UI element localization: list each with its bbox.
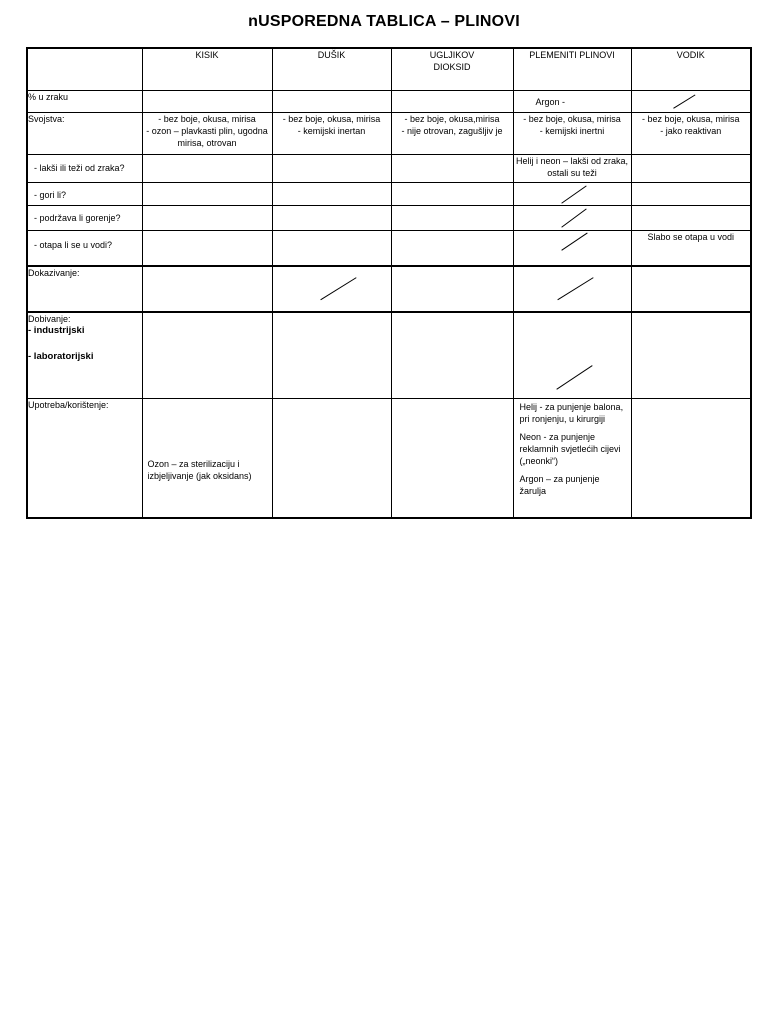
cell-plemeniti-lakse: Helij i neon – lakši od zraka, ostali su teži — [513, 155, 631, 182]
text-line: - bez boje, okusa, mirisa — [282, 114, 381, 125]
cell-plemeniti-air: Argon - — [513, 90, 631, 112]
cell-vodik-air — [631, 90, 751, 112]
cell — [391, 205, 513, 230]
cell-plemeniti-svojstva — [513, 113, 631, 155]
cell — [391, 155, 513, 182]
cell — [391, 231, 513, 266]
row-dokazivanje — [27, 266, 751, 312]
cell — [631, 182, 751, 205]
text-line: - bez boje, okusa, mirisa — [523, 114, 621, 125]
cell-plemeniti-gori — [513, 182, 631, 205]
cell-plemeniti-otapa — [513, 231, 631, 266]
cell — [142, 90, 272, 112]
cell — [631, 155, 751, 182]
row-air-percent — [27, 90, 751, 112]
cell — [631, 205, 751, 230]
text-block: Neon - za punjenje reklamnih svjetlećih cijevi („neonki“) — [519, 432, 621, 467]
cell — [391, 312, 513, 399]
cell — [272, 399, 391, 518]
cell-vodik-svojstva — [631, 113, 751, 155]
text-line: - kemijski inertni — [539, 126, 605, 137]
cell-plemeniti-podrzava — [513, 205, 631, 230]
slash-mark — [273, 267, 391, 311]
comparison-table — [26, 47, 752, 519]
text-line: - bez boje, okusa, mirisa — [158, 114, 256, 125]
row-label: Upotreba/korištenje: — [27, 399, 142, 518]
row-label: - otapa li se u vodi? — [27, 231, 142, 266]
cell — [631, 399, 751, 518]
text-line: - bez boje, okusa, mirisa — [641, 114, 740, 125]
row-label: - gori li? — [27, 182, 142, 205]
text-block: Helij - za punjenje balona, pri ronjenju, u kirurgiji — [519, 402, 624, 425]
cell-kisik-svojstva — [142, 113, 272, 155]
page-title: nUSPOREDNA TABLICA – PLINOVI — [248, 13, 520, 30]
slash-mark — [514, 313, 631, 398]
text-block: Ozon – za sterilizaciju i izbjeljivanje (jak oksidans) — [147, 459, 252, 482]
cell-kisik-upotreba — [142, 399, 272, 518]
cell-plemeniti-upotreba — [513, 399, 631, 518]
text-line: - kemijski inertan — [297, 126, 366, 137]
cell-co2-svojstva — [391, 113, 513, 155]
cell — [142, 155, 272, 182]
text-line: - jako reaktivan — [660, 126, 722, 137]
cell — [391, 90, 513, 112]
cell-dusik-svojstva — [272, 113, 391, 155]
cell — [142, 182, 272, 205]
corner-cell — [27, 48, 142, 90]
row-label: Dobivanje: — [28, 314, 71, 325]
slash-mark — [514, 231, 631, 265]
cell-plemeniti-dobivanje — [513, 312, 631, 399]
cell — [631, 266, 751, 312]
slash-mark — [632, 91, 751, 112]
row-label: Svojstva: — [27, 113, 142, 155]
text-line: - ozon – plavkasti plin, ugodna mirisa, otrovan — [146, 126, 268, 149]
cell-plemeniti-dokazivanje — [513, 266, 631, 312]
row-gori — [27, 182, 751, 205]
cell — [391, 266, 513, 312]
row-upotreba — [27, 399, 751, 518]
row-podrzava — [27, 205, 751, 230]
row-label: % u zraku — [27, 90, 142, 112]
cell — [391, 399, 513, 518]
slash-mark — [514, 183, 631, 205]
row-otapa — [27, 231, 751, 266]
text-block: Argon – za punjenje žarulja — [519, 474, 600, 497]
cell — [272, 182, 391, 205]
cell — [142, 266, 272, 312]
cell — [142, 205, 272, 230]
cell — [142, 312, 272, 399]
cell — [272, 231, 391, 266]
column-header-kisik: KISIK — [142, 48, 272, 90]
cell — [272, 312, 391, 399]
cell — [272, 205, 391, 230]
column-header-dusik: DUŠIK — [272, 48, 391, 90]
row-sublabel-industrijski: - industrijski — [28, 325, 85, 337]
text-line: - nije otrovan, zagušljiv je — [401, 126, 503, 137]
row-svojstva — [27, 113, 751, 155]
row-label-dobivanje — [27, 312, 142, 399]
cell — [142, 231, 272, 266]
row-dobivanje — [27, 312, 751, 399]
text-line: - bez boje, okusa,mirisa — [404, 114, 500, 125]
header-row — [27, 48, 751, 90]
row-sublabel-laboratorijski: - laboratorijski — [28, 351, 94, 363]
column-header-plemeniti-plinovi: PLEMENITI PLINOVI — [513, 48, 631, 90]
slash-mark — [514, 206, 631, 230]
row-lakse — [27, 155, 751, 182]
cell — [391, 182, 513, 205]
row-label: - lakši ili teži od zraka? — [27, 155, 142, 182]
column-header-vodik: VODIK — [631, 48, 751, 90]
row-label: - podržava li gorenje? — [27, 205, 142, 230]
row-label: Dokazivanje: — [27, 266, 142, 312]
slash-mark — [514, 267, 631, 311]
cell — [631, 312, 751, 399]
cell-vodik-otapa: Slabo se otapa u vodi — [631, 231, 751, 266]
cell — [272, 90, 391, 112]
cell — [272, 155, 391, 182]
column-header-ugljikov-dioksid: UGLJIKOV DIOKSID — [391, 48, 513, 90]
cell-dusik-dokazivanje — [272, 266, 391, 312]
